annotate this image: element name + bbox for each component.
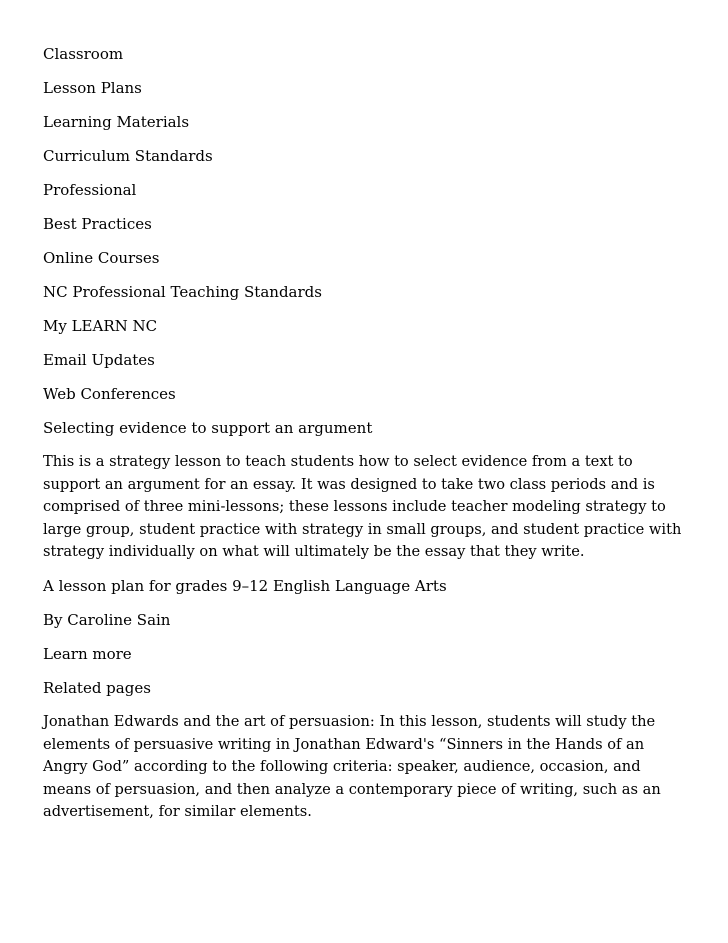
- nav-item-lesson-plans[interactable]: Lesson Plans: [43, 79, 142, 97]
- nav-item-best-practices[interactable]: Best Practices: [43, 215, 152, 233]
- document-page: [43, 43, 688, 835]
- nav-item-my-learn-nc[interactable]: My LEARN NC: [43, 317, 158, 335]
- lesson-grade-info: A lesson plan for grades 9–12 English Language Arts: [43, 576, 447, 595]
- nav-item-professional[interactable]: Professional: [43, 181, 137, 199]
- nav-item-learning-materials[interactable]: Learning Materials: [43, 113, 190, 131]
- nav-item-web-conferences[interactable]: Web Conferences: [43, 385, 176, 403]
- nav-item-nc-professional-teaching-standards[interactable]: NC Professional Teaching Standards: [43, 283, 322, 301]
- nav-item-classroom[interactable]: Classroom: [43, 45, 124, 63]
- lesson-description: This is a strategy lesson to teach students how to select evidence from a text to support an argument for an essay. It was designed to take two class periods and is comprised of three mini-lessons; these lessons include teacher modeling strategy to large group, student practice with strategy in small groups, and student practice with strategy individually on what will ultimately be the essay that they write.: [43, 453, 682, 561]
- nav-item-online-courses[interactable]: Online Courses: [43, 249, 160, 267]
- learn-more-link[interactable]: Learn more: [43, 644, 132, 663]
- related-pages-heading: Related pages: [43, 678, 151, 697]
- nav-item-email-updates[interactable]: Email Updates: [43, 351, 155, 369]
- related-page-item[interactable]: Jonathan Edwards and the art of persuasion: In this lesson, students will study the elements of persuasive writing in Jonathan Edward's “Sinners in the Hands of an Angry God” according to the following criteria: speaker, audience, occasion, and means of persuasion, and then analyze a contemporary piece of writing, such as an advertisement, for similar elements.: [43, 712, 661, 821]
- nav-item-curriculum-standards[interactable]: Curriculum Standards: [43, 147, 213, 165]
- lesson-title: Selecting evidence to support an argument: [43, 419, 373, 437]
- lesson-author: By Caroline Sain: [43, 610, 171, 629]
